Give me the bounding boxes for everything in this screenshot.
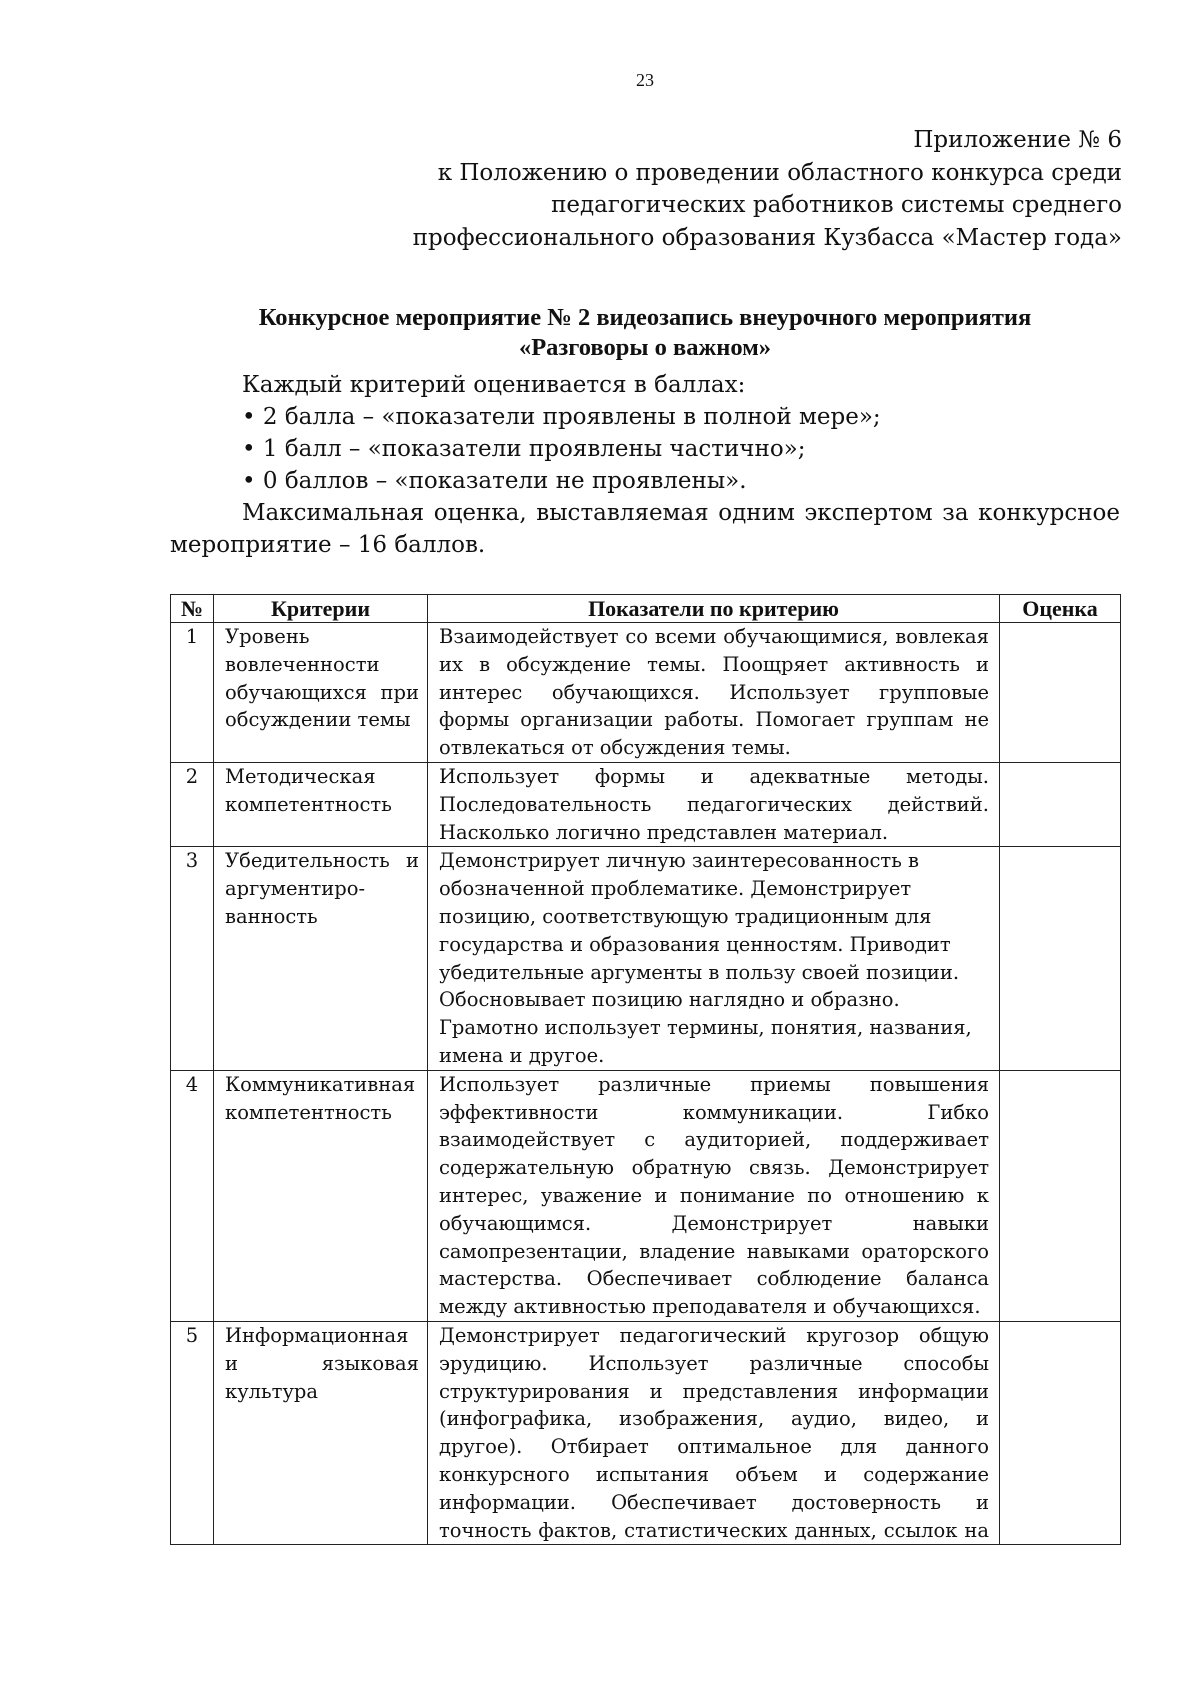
table-row xyxy=(171,1321,1121,1544)
table-header-row xyxy=(171,595,1121,623)
header-indicators: Показатели по критерию xyxy=(428,595,1000,623)
score-cell[interactable] xyxy=(1000,1321,1121,1544)
table-row xyxy=(171,847,1121,1070)
page-number: 23 xyxy=(636,70,654,90)
score-cell[interactable] xyxy=(1000,762,1121,846)
score-cell[interactable] xyxy=(1000,623,1121,763)
heading-line-2: «Разговоры о важном» xyxy=(518,334,772,361)
indicators-cell: Использует формы и адекватные методы. Последовательность педагогических действий. Насколько логично представлен материал. xyxy=(428,762,1000,846)
criterion-cell: Информационная и языковая культура xyxy=(214,1321,428,1544)
criterion-cell: Уровень вовлеченности обучающихся при обсуждении темы xyxy=(214,623,428,763)
appendix-line: Приложение № 6 xyxy=(913,127,1122,153)
criterion-cell: Убедительность и аргументиро-ванность xyxy=(214,847,428,1070)
indicators-cell: Взаимодействует со всеми обучающимися, вовлекая их в обсуждение темы. Поощряет активность и интерес обучающихся. Использует групповые формы организации работы. Помогает группам не отвлекаться от обсуждения темы. xyxy=(428,623,1000,763)
row-number: 2 xyxy=(171,762,214,846)
criterion-cell: Коммуникативная компетентность xyxy=(214,1070,428,1321)
scoring-description xyxy=(170,369,1120,561)
header-criteria: Критерии xyxy=(214,595,428,623)
indicators-cell: Демонстрирует педагогический кругозор общую эрудицию. Использует различные способы структурирования и представления информации (инфографика, изображения, аудио, видео, и другое). Отбирает оптимальное для данного конкурсного испытания объем и содержание информации. Обеспечивает достоверность и точность фактов, статистических данных, ссылок на xyxy=(428,1321,1000,1544)
table-row xyxy=(171,1070,1121,1321)
scoring-intro: Каждый критерий оценивается в баллах: xyxy=(242,372,746,398)
scoring-item: • 2 балла – «показатели проявлены в полной мере»; xyxy=(242,404,881,430)
row-number: 1 xyxy=(171,623,214,763)
max-score-line-1: Максимальная оценка, выставляемая одним экспертом за конкурсное xyxy=(242,500,1120,526)
criteria-table xyxy=(170,594,1121,1545)
table-row xyxy=(171,623,1121,763)
score-cell[interactable] xyxy=(1000,1070,1121,1321)
heading-line-1: Конкурсное мероприятие № 2 видеозапись внеурочного мероприятия xyxy=(258,304,1032,331)
row-number: 4 xyxy=(171,1070,214,1321)
header-score: Оценка xyxy=(1000,595,1121,623)
appendix-line: к Положению о проведении областного конкурса среди xyxy=(437,159,1122,186)
appendix-header xyxy=(362,124,1122,254)
score-cell[interactable] xyxy=(1000,847,1121,1070)
row-number: 5 xyxy=(171,1321,214,1544)
table-row xyxy=(171,762,1121,846)
scoring-item: • 1 балл – «показатели проявлены частично»; xyxy=(242,436,806,462)
criterion-cell: Методическая компетентность xyxy=(214,762,428,846)
indicators-cell: Демонстрирует личную заинтересованность в обозначенной проблематике. Демонстрирует позицию, соответствующую традиционным для государства и образования ценностям. Приводит убедительные аргументы в пользу своей позиции. Обосновывает позицию наглядно и образно. Грамотно использует термины, понятия, названия, имена и другое. xyxy=(428,847,1000,1070)
header-number: № xyxy=(171,595,214,623)
row-number: 3 xyxy=(171,847,214,1070)
appendix-line: профессионального образования Кузбасса «Мастер года» xyxy=(412,224,1122,251)
appendix-line: педагогических работников системы среднего xyxy=(551,192,1122,218)
indicators-cell: Использует различные приемы повышения эффективности коммуникации. Гибко взаимодействует с аудиторией, поддерживает содержательную обратную связь. Демонстрирует интерес, уважение и понимание по отношению к обучающимся. Демонстрирует навыки самопрезентации, владение навыками ораторского мастерства. Обеспечивает соблюдение баланса между активностью преподавателя и обучающихся. xyxy=(428,1070,1000,1321)
max-score-line-2: мероприятие – 16 баллов. xyxy=(170,532,486,558)
section-heading xyxy=(170,303,1120,363)
scoring-item: • 0 баллов – «показатели не проявлены». xyxy=(242,468,747,494)
